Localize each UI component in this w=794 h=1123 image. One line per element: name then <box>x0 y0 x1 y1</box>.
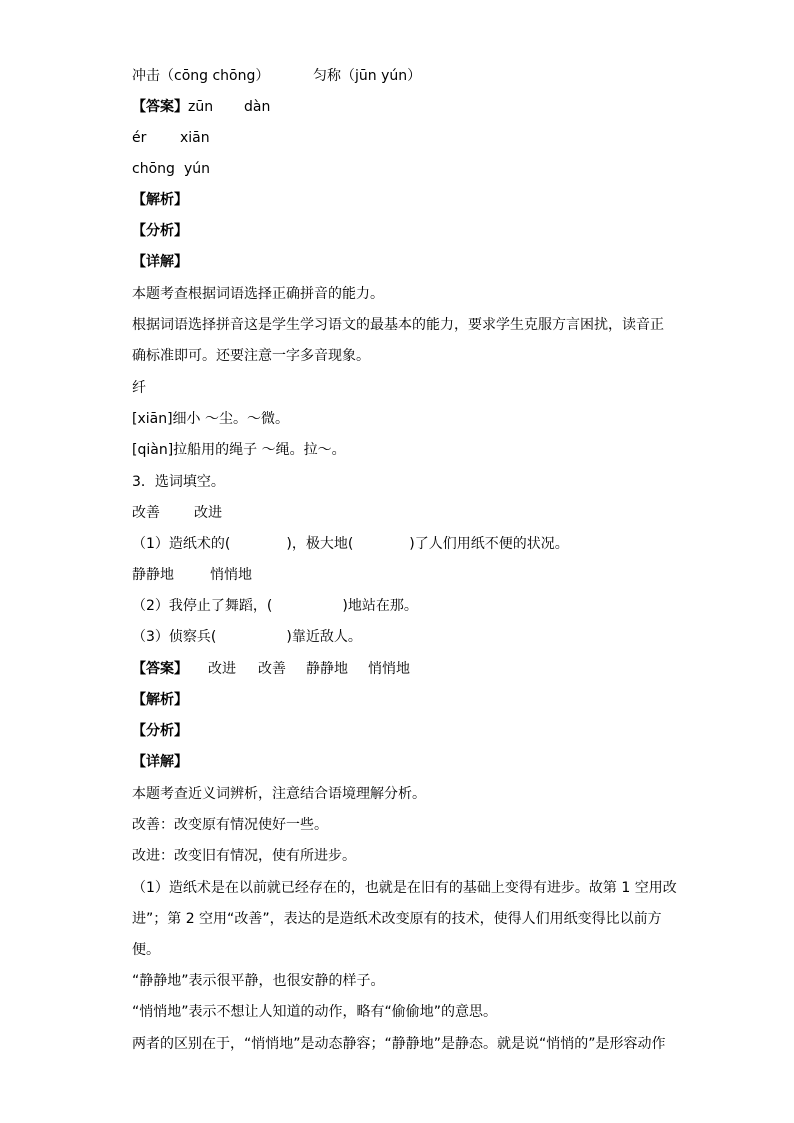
paragraph: 根据词语选择拼音这是学生学习语文的最基本的能力，要求学生克服方言困扰，读音正 <box>132 317 664 333</box>
xiangjie-heading: 【详解】 <box>132 754 188 770</box>
answer-pinyin: yún <box>184 161 211 177</box>
word-option: 改进 <box>194 505 222 521</box>
paragraph: 改善：改变原有情况使好一些。 <box>132 817 328 833</box>
paragraph: 两者的区别在于，“悄悄地”是动态静容；“静静地”是静态。就是说“悄悄的”是形容动作 <box>132 1036 666 1052</box>
paragraph: 纤 <box>132 380 146 396</box>
paragraph: [qiàn]拉船用的绳子 ～绳。拉～。 <box>132 442 346 458</box>
answer-line-3 <box>132 159 210 179</box>
jiexi-heading: 【解析】 <box>132 692 188 708</box>
paragraph: 进”；第 2 空用“改善”，表达的是造纸术改变原有的技术，使得人们用纸变得比以前方 <box>132 911 662 927</box>
paragraph: （1）造纸术是在以前就已经存在的，也就是在旧有的基础上变得有进步。故第 1 空用改 <box>132 880 677 896</box>
word-option: 静静地 <box>132 567 174 583</box>
question-title: 3．选词填空。 <box>132 474 225 490</box>
answer-pinyin: chōng <box>132 161 175 177</box>
fenxi-heading: 【分析】 <box>132 723 188 739</box>
answer-label: 【答案】 <box>132 661 188 677</box>
word-option: 改善 <box>132 505 160 521</box>
fill-sentence: （1）造纸术的( )，极大地( )了人们用纸不便的状况。 <box>132 536 569 552</box>
pinyin-item-chongji: 冲击（cōng chōng） <box>132 68 270 84</box>
fenxi-heading: 【分析】 <box>132 223 188 239</box>
answer-pinyin: ér <box>132 130 147 146</box>
answer-label: 【答案】 <box>132 99 188 115</box>
paragraph: [xiān]细小 ～尘。～微。 <box>132 411 290 427</box>
answer-pinyin: xiān <box>180 130 210 146</box>
paragraph: 便。 <box>132 942 160 958</box>
fill-sentence: （3）侦察兵( )靠近敌人。 <box>132 629 362 645</box>
word-group <box>132 503 222 523</box>
answer-word: 改善 <box>258 661 286 677</box>
jiexi-heading: 【解析】 <box>132 192 188 208</box>
paragraph: “悄悄地”表示不想让人知道的动作，略有“偷偷地”的意思。 <box>132 1004 498 1020</box>
paragraph: 改进：改变旧有情况，使有所进步。 <box>132 848 356 864</box>
answer-word: 静静地 <box>306 661 348 677</box>
fill-sentence: （2）我停止了舞蹈，( )地站在那。 <box>132 598 418 614</box>
paragraph: “静静地”表示很平静，也很安静的样子。 <box>132 973 385 989</box>
answer-line-1 <box>132 97 270 117</box>
paragraph: 本题考查根据词语选择正确拼音的能力。 <box>132 286 384 302</box>
answer-pinyin: dàn <box>244 99 271 115</box>
answer-pinyin: zūn <box>188 99 214 115</box>
paragraph: 本题考查近义词辨析，注意结合语境理解分析。 <box>132 786 426 802</box>
paragraph: 确标准即可。还要注意一字多音现象。 <box>132 348 370 364</box>
answer-word: 悄悄地 <box>368 661 410 677</box>
xiangjie-heading: 【详解】 <box>132 254 188 270</box>
answer-line <box>132 659 410 679</box>
answer-word: 改进 <box>208 661 236 677</box>
word-option: 悄悄地 <box>210 567 252 583</box>
answer-line-2 <box>132 128 210 148</box>
word-group <box>132 565 252 585</box>
pinyin-item-yunchen: 匀称（jūn yún） <box>313 68 422 84</box>
